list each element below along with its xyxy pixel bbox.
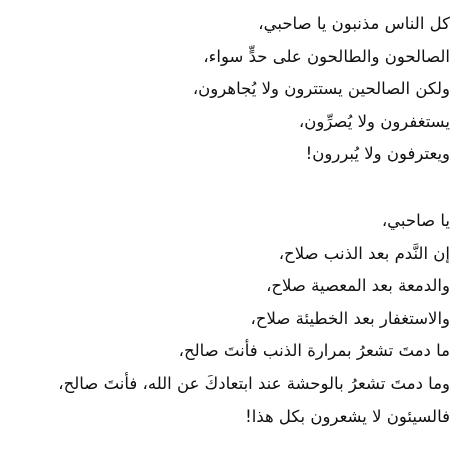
poem-line: ويعترفون ولا يُبررون! — [305, 144, 450, 164]
poem-line: فالسيئون لا يشعرون بكل هذا! — [245, 406, 450, 426]
poem-line: وما دمتَ تشعرُ بالوحشة عند ابتعادكَ عن الله، فأنتَ صالح، — [58, 373, 450, 393]
poem-line: الصالحون والطالحون على حدٍّ سواء، — [203, 46, 450, 66]
poem-text — [10, 8, 450, 433]
stanza-2 — [10, 205, 450, 433]
stanza-1 — [10, 8, 450, 171]
poem-line: والدمعة بعد المعصية صلاح، — [266, 276, 450, 296]
poem-line: إن النَّدم بعد الذنب صلاح، — [278, 243, 450, 263]
poem-line: ولكن الصالحين يستترون ولا يُجاهرون، — [192, 79, 450, 99]
stanza-divider — [10, 171, 450, 205]
poem-line: يستغفرون ولا يُصرِّون، — [298, 111, 450, 131]
poem-line: والاستغفار بعد الخطيئة صلاح، — [250, 308, 450, 328]
poem-line: ما دمتَ تشعرُ بمرارة الذنب فأنتَ صالح، — [178, 341, 450, 361]
poem-line: كل الناس مذنبون يا صاحبي، — [258, 14, 450, 33]
poem-line: يا صاحبي، — [381, 210, 450, 230]
